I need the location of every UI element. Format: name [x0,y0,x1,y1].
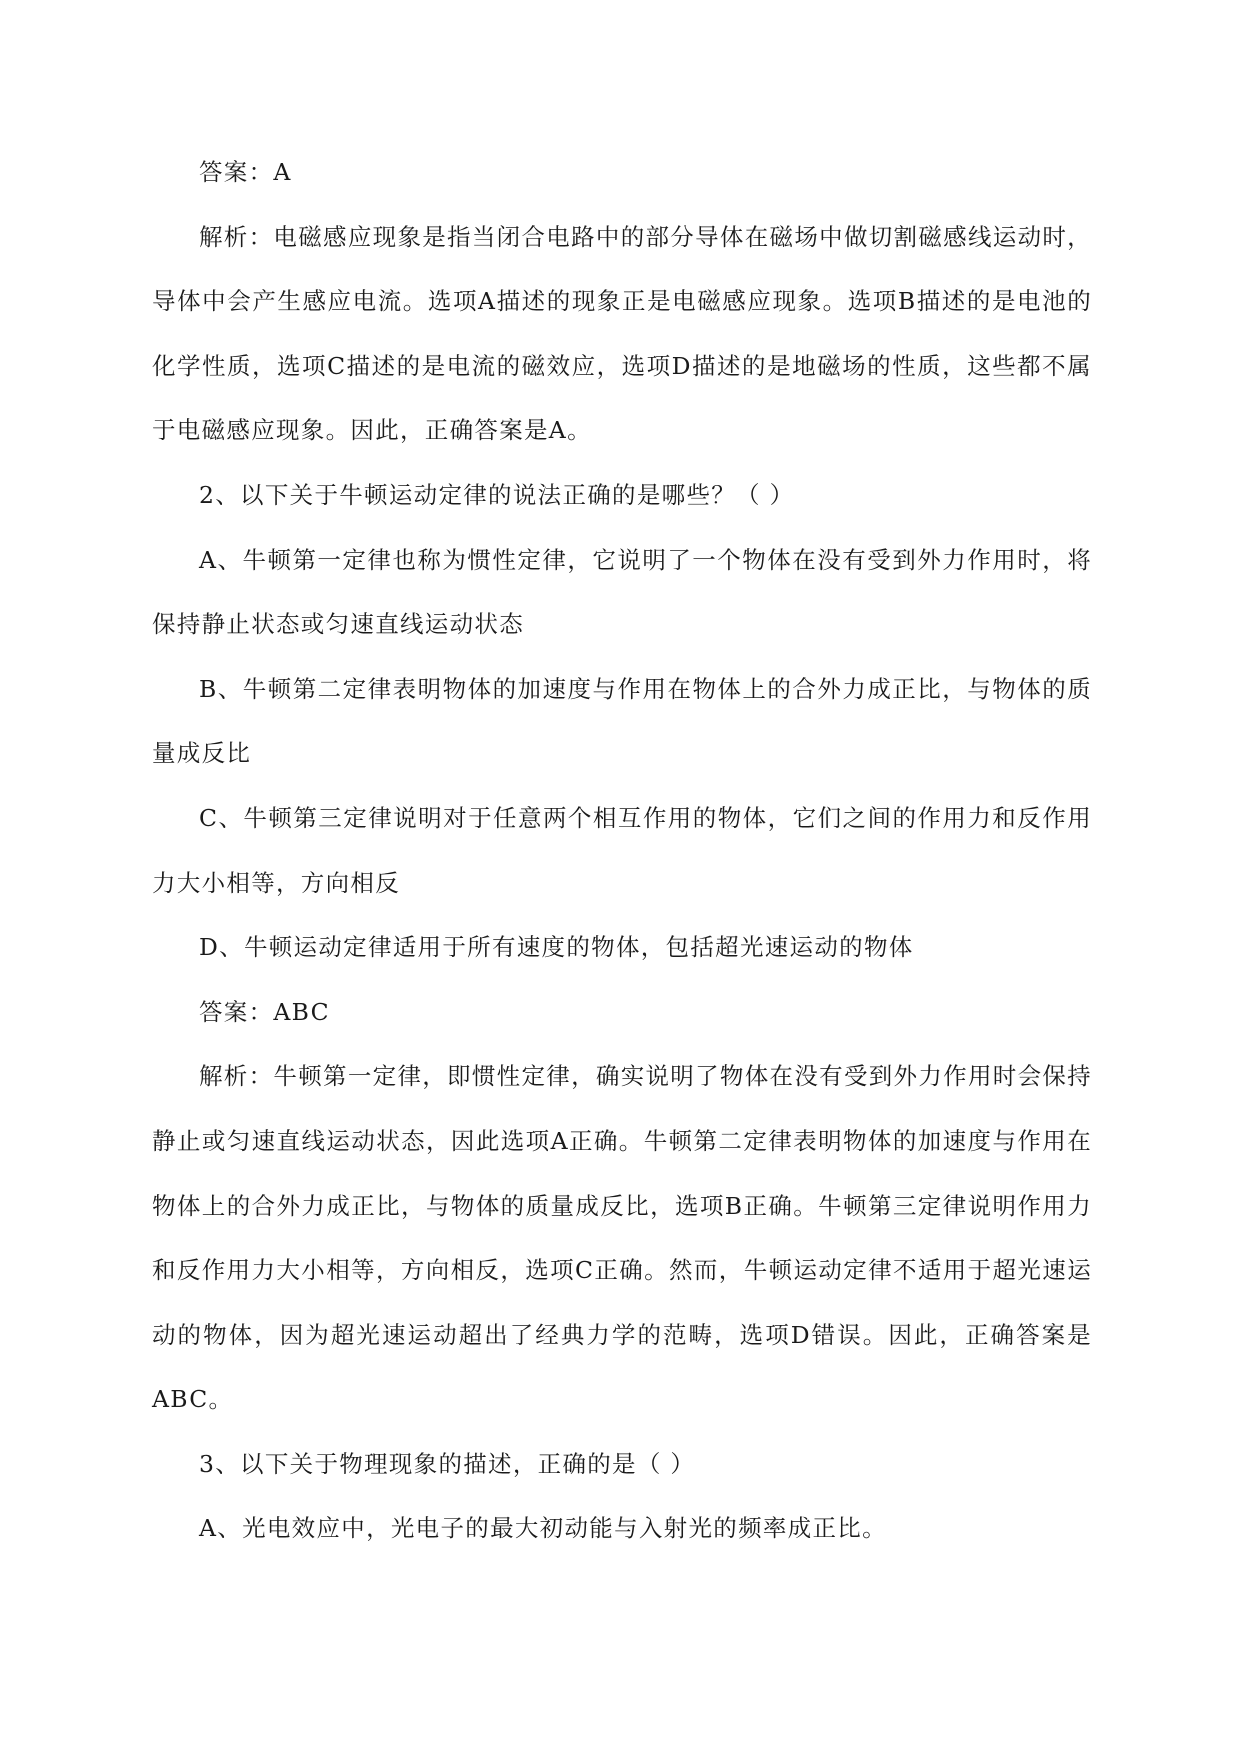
explanation-paragraph: 解析：电磁感应现象是指当闭合电路中的部分导体在磁场中做切割磁感线运动时，导体中会产生感应电流。选项A描述的现象正是电磁感应现象。选项B描述的是电池的化学性质，选项C描述的是电流的磁效应，选项D描述的是地磁场的性质，这些都不属于电磁感应现象。因此，正确答案是A。 [152,222,1092,445]
explanation-paragraph: 解析：牛顿第一定律，即惯性定律，确实说明了物体在没有受到外力作用时会保持静止或匀速直线运动状态，因此选项A正确。牛顿第二定律表明物体的加速度与作用在物体上的合外力成正比，与物体的质量成反比，选项B正确。牛顿第三定律说明作用力和反作用力大小相等，方向相反，选项C正确。然而，牛顿运动定律不适用于超光速运动的物体，因为超光速运动超出了经典力学的范畴，选项D错误。因此，正确答案是ABC。 [152,1062,1092,1414]
option-d: D、牛顿运动定律适用于所有速度的物体，包括超光速运动的物体 [199,933,914,962]
answer-line: 答案：A [199,158,292,186]
option-c: C、牛顿第三定律说明对于任意两个相互作用的物体，它们之间的作用力和反作用力大小相等，方向相反 [152,803,1092,897]
option-b: B、牛顿第二定律表明物体的加速度与作用在物体上的合外力成正比，与物体的质量成反比 [152,674,1092,768]
option-a: A、光电效应中，光电子的最大初动能与入射光的频率成正比。 [199,1514,887,1543]
answer-line: 答案：ABC [199,997,330,1026]
question-text: 2、以下关于牛顿运动定律的说法正确的是哪些？（ ） [199,480,795,509]
document-body [152,140,1092,1561]
option-a: A、牛顿第一定律也称为惯性定律，它说明了一个物体在没有受到外力作用时，将保持静止状态或匀速直线运动状态 [152,545,1092,639]
question-text: 3、以下关于物理现象的描述，正确的是（ ） [199,1449,696,1478]
